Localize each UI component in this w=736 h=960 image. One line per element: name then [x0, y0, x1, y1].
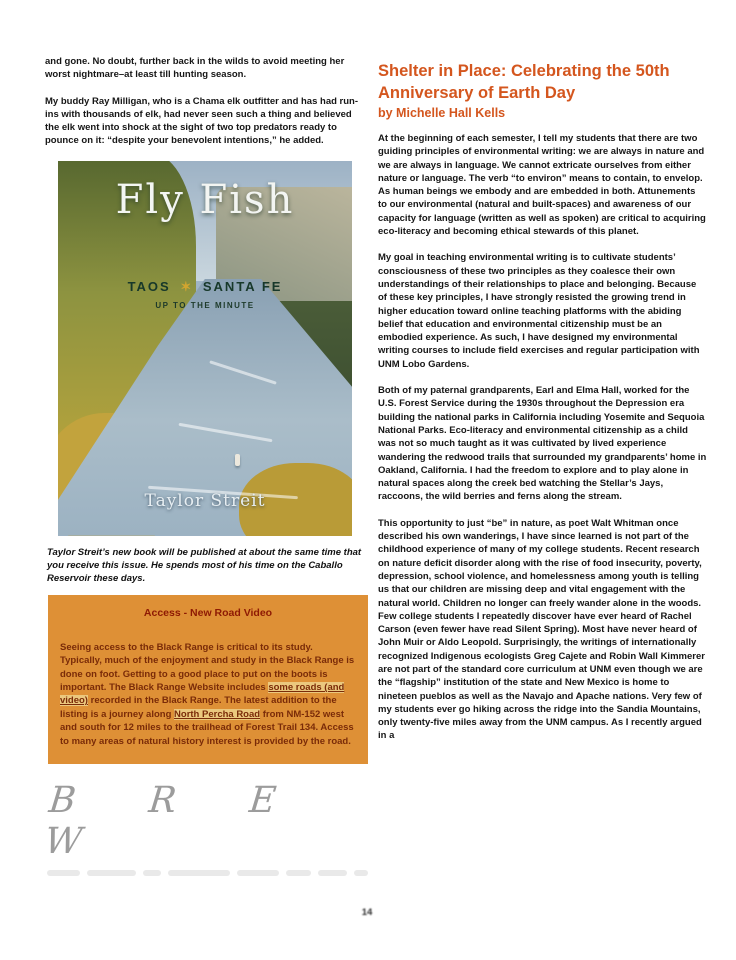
faint-word	[286, 870, 311, 876]
access-box	[48, 595, 368, 764]
book-tagline: UP TO THE MINUTE	[155, 300, 255, 310]
faint-word	[47, 870, 80, 876]
faint-word	[318, 870, 347, 876]
article-paragraph-1: At the beginning of each semester, I tell my students that there are two guiding principles of environmental writing: we are always in nature and we are always in language. We cannot extricate ourselves from either nature or language. The verb “to environ” means to contain, to envelop. As human beings we embody and are embedded in both. Attunements to our environmental (natural and built-spaces) and awareness of our capacity for language (written as well as spoken) are critical to acquiring eco-literacy and becoming ethical stewards of this planet.	[378, 133, 706, 238]
book-title: Fly Fish	[115, 176, 295, 223]
left-paragraph-2: My buddy Ray Milligan, who is a Chama elk outfitter and has had run-ins with thousands of elk, had never seen such a thing and believed the elk went into shock at the sight of two top predators ready to pounce on it: “despite your benevolent intentions,” he added.	[45, 95, 359, 147]
roads-video-link[interactable]: some roads (and video)	[60, 682, 345, 707]
right-column	[378, 60, 707, 756]
left-paragraph-1: and gone. No doubt, further back in the wilds to avoid meeting her worst nightmare–at least till hunting season.	[45, 56, 345, 81]
access-text-segment-2: recorded in the Black Range. The latest addition to the listing is a journey along	[60, 695, 337, 720]
faint-word	[87, 870, 136, 876]
left-column	[42, 55, 368, 876]
book-subtitle	[58, 279, 352, 295]
faint-caption-line	[47, 870, 368, 876]
access-box-body	[60, 641, 356, 748]
faint-word	[237, 870, 278, 876]
access-box-heading: Access - New Road Video	[143, 606, 273, 619]
faint-word	[168, 870, 231, 876]
article-byline: by Michelle Hall Kells	[378, 106, 506, 120]
book-subtitle-santa-fe: SANTA FE	[202, 278, 283, 294]
article-paragraph-3: Both of my paternal grandparents, Earl and Elma Hall, worked for the U.S. Forest Service during the 1930s throughout the Depression era building the national parks in California including Yosemite and Sequoia National Parks. Eco-literacy and environmental citizenship as a child was not so much taught as it was cultivated by lived experience wandering the redwood trails that surrounded my grandparents’ home in Oakland, California. I had the freedom to explore and to play alone in natural spaces along the creek bed watching the Stellar’s Jays, raccoons, the wild berries and ferns along the stream.	[378, 385, 707, 503]
access-text-segment-1: Seeing access to the Black Range is critical to its study. Typically, much of the enjoyment and study in the Black Range is done on foot. Getting to a good place to put on the boots is important. The Black Range Website includes	[60, 641, 355, 693]
brew-letters: B R E W	[42, 780, 281, 863]
book-cover	[58, 161, 352, 536]
book-caption: Taylor Streit’s new book will be published at about the same time that you receive this issue. He spends most of his time on the Caballo Reservoir these days.	[47, 546, 362, 584]
faint-word	[143, 870, 161, 876]
article-paragraph-2: My goal in teaching environmental writing is to cultivate students’ consciousness of these two principles as they coalesce their own understandings of their relationships to place and belonging. Because of these key principles, I have strongly resisted the growing trend in higher education toward online teaching platforms with the abiding belief that education and environmental citizenship must be an embodied experience. As such, I have designed my environmental writing courses to include field exercises and regular participation with UNM Lobo Gardens.	[378, 252, 700, 370]
book-subtitle-taos: TAOS	[127, 278, 171, 294]
fly-lure-icon: ✶	[180, 278, 194, 294]
access-text-segment-3: from NM-152 west and south for 12 miles to the trailhead of Forest Trail 134. Access to many areas of natural history interest is provided by the road.	[60, 708, 354, 747]
article-title: Shelter in Place: Celebrating the 50th Anniversary of Earth Day	[378, 62, 670, 102]
cover-art-angler-figure	[235, 454, 240, 466]
book-author: Taylor Streit	[144, 490, 266, 511]
north-percha-road-link[interactable]: North Percha Road	[174, 708, 261, 720]
page-number: 14	[361, 907, 373, 918]
faint-word	[354, 870, 368, 876]
article-paragraph-4: This opportunity to just “be” in nature, as poet Walt Whitman once described his own wanderings, I have since learned is not part of the childhood experience of many of my college students. Recent research on nature deficit disorder along with the rise of food insecurity, poverty, depression, school violence, and homelessness among youth is telling us that our children are missing deep and vital engagement with the natural world. Children no longer can freely wander alone in the woods. Few college students I repeatedly discover have ever heard of Rachel Carson (even fewer have read Silent Spring). Most have never heard of John Muir or Aldo Leopold. Surprisingly, the writings of internationally recognized Indigenous ecologists Greg Cajete and Robin Wall Kimmerer are not part of the standard core curriculum at UNM even though we are the “flagship” institution of the state and New Mexico is home to nineteen pueblos as well as the Navajo and Apache nations. Very few of my students ever go hiking across the ridge into the Sandia Mountains, only twenty-five miles away from the UNM campus. As I recently argued in a	[378, 517, 705, 742]
